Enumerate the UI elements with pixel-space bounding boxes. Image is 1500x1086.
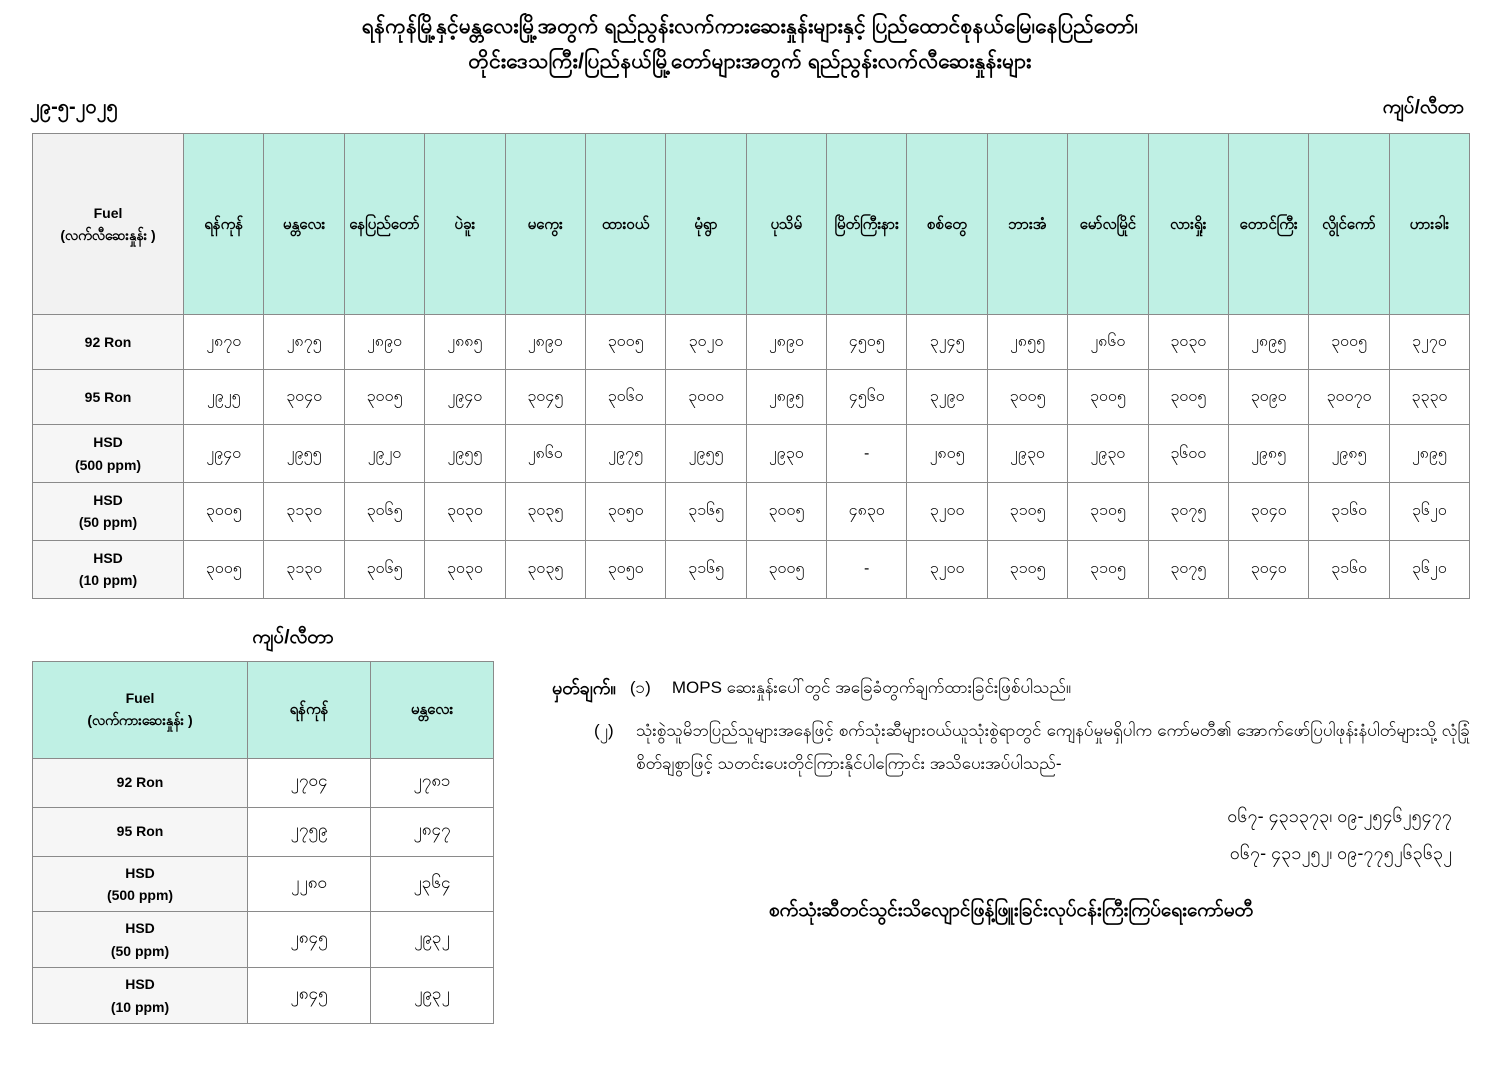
price-cell: ၃၂၀၀	[907, 483, 987, 541]
price-cell: ၄၈၃၀	[827, 483, 907, 541]
wholesale-price-table	[32, 661, 494, 1024]
table-row	[33, 856, 494, 912]
price-cell: ၃၂၇၀	[1389, 315, 1469, 370]
row-header	[33, 807, 248, 856]
price-cell: ၃၁၆၅	[666, 540, 746, 598]
phone-line: ၀၆၇- ၄၃၁၂၅၂၊ ၀၉-၇၇၅၂၆၃၆၃၂	[1229, 842, 1452, 863]
price-cell: ၂၇၅၉	[248, 807, 371, 856]
price-cell: ၃၁၀၅	[1068, 483, 1148, 541]
price-cell: ၃၀၄၀	[1228, 540, 1308, 598]
price-cell: ၃၀၄၀	[1228, 483, 1308, 541]
column-header: မန္တလေး	[264, 134, 344, 315]
price-cell: ၃၀၆၅	[344, 540, 424, 598]
price-cell: ၂၈၆၀	[1068, 315, 1148, 370]
row-header-line-1: 95 Ron	[116, 823, 164, 840]
price-cell: ၃၁၀၅	[1068, 540, 1148, 598]
row-header	[33, 483, 184, 541]
price-cell: ၂၉၂၀	[344, 425, 424, 483]
price-cell: ၃၆၂၀	[1389, 483, 1469, 541]
price-cell: ၂၈၀၅	[907, 425, 987, 483]
column-header: လားရှိုး	[1148, 134, 1228, 315]
row-header-line-1: HSD	[93, 549, 123, 566]
retail-corner-line-1: Fuel	[93, 204, 123, 221]
price-cell: ၂၈၆၀	[505, 425, 585, 483]
row-header-line-2: (50 ppm)	[110, 942, 170, 959]
price-cell: ၂၈၉၅	[746, 370, 826, 425]
note-text	[636, 714, 1470, 780]
row-header-line-2: (500 ppm)	[74, 456, 142, 473]
price-cell: ၃၀၀၅	[1309, 315, 1389, 370]
retail-corner-header	[33, 134, 184, 315]
table-row	[33, 425, 1470, 483]
price-cell: ၃၀၀၅	[987, 370, 1067, 425]
price-cell: ၂၉၂၅	[184, 370, 264, 425]
price-cell: ၃၀၅၀	[585, 483, 665, 541]
wholesale-block	[32, 625, 502, 1024]
table-row	[33, 912, 494, 968]
retail-table-head	[33, 134, 1470, 315]
price-cell: ၂၉၃၂	[371, 968, 494, 1024]
price-cell: ၃၀၀၅	[1148, 370, 1228, 425]
table-row	[33, 370, 1470, 425]
row-header	[33, 540, 184, 598]
column-header: စစ်တွေ	[907, 134, 987, 315]
price-cell: ၃၁၃၀	[264, 540, 344, 598]
row-header-line-1: HSD	[125, 976, 155, 993]
price-cell: ၃၀၉၀	[1228, 370, 1308, 425]
price-cell: ၃၃၃၀	[1389, 370, 1469, 425]
table-row	[33, 807, 494, 856]
title-block	[0, 0, 1500, 79]
table-row	[33, 315, 1470, 370]
price-cell: ၃၀၃၅	[505, 540, 585, 598]
table-row	[33, 483, 1470, 541]
price-cell: ၃၆၂၀	[1389, 540, 1469, 598]
row-header	[33, 370, 184, 425]
price-cell: ၃၁၆၀	[1309, 483, 1389, 541]
price-cell: ၃၀၀၅	[184, 540, 264, 598]
price-cell: ၂၉၅၅	[666, 425, 746, 483]
price-cell: ၃၀၆၀	[585, 370, 665, 425]
effective-date: ၂၉-၅-၂၀၂၅	[30, 96, 118, 119]
price-cell: ၃၆၀၀	[1148, 425, 1228, 483]
price-cell: ၃၀၇၅	[1148, 540, 1228, 598]
column-header: မန္တလေး	[371, 661, 494, 758]
price-cell: ၂၈၇၅	[264, 315, 344, 370]
row-header-line-2: (500 ppm)	[106, 887, 174, 904]
column-header: ရန်ကုန်	[248, 661, 371, 758]
page-title-line-2: တိုင်းဒေသကြီး/ပြည်နယ်မြို့တော်များအတွက် ရည်ညွန်းလက်လီဆေးနှုန်းများ	[468, 49, 1032, 73]
wholesale-header-row	[33, 661, 494, 758]
unit-label-wholesale: ကျပ်/လီတာ	[252, 626, 334, 648]
price-cell: ၃၀၄၀	[264, 370, 344, 425]
price-cell: ၂၉၄၀	[184, 425, 264, 483]
price-cell: ၂၉၃၀	[1068, 425, 1148, 483]
row-header-line-2: (10 ppm)	[78, 572, 138, 589]
price-cell: ၃၀၄၅	[505, 370, 585, 425]
price-cell: ၂၈၄၅	[248, 968, 371, 1024]
price-cell: ၄၅၀၅	[827, 315, 907, 370]
meta-row	[0, 93, 1500, 123]
price-cell: ၃၁၆၀	[1309, 540, 1389, 598]
row-header	[33, 968, 248, 1024]
price-cell: ၃၀၃၀	[1148, 315, 1228, 370]
page-title-line-1: ရန်ကုန်မြို့နှင့်မန္တလေးမြို့အတွက် ရည်ညွန်းလက်ကားဆေးနှုန်းများနှင့် ပြည်ထောင်စုနယ်မြေ၊နေပြည်တော်၊	[361, 15, 1139, 38]
notes-label: မှတ်ချက်။	[552, 677, 616, 698]
row-header	[33, 856, 248, 912]
retail-header-row	[33, 134, 1470, 315]
row-header-line-1: HSD	[125, 920, 155, 937]
price-cell: ၃၀၂၀	[666, 315, 746, 370]
price-cell: ၃၀၅၀	[585, 540, 665, 598]
price-cell: ၃၁၀၅	[987, 483, 1067, 541]
price-cell: ၂၈၄၇	[371, 807, 494, 856]
wholesale-table-head	[33, 661, 494, 758]
price-cell: ၂၈၇၀	[184, 315, 264, 370]
price-cell: ၂၃၆၄	[371, 856, 494, 912]
price-cell: ၂၉၃၀	[987, 425, 1067, 483]
price-cell: ၃၀၃၅	[505, 483, 585, 541]
row-header	[33, 758, 248, 807]
price-cell: ၂၈၉၅	[1228, 315, 1308, 370]
retail-corner-line-2: (လက်လီဆေးနှုန်း )	[60, 227, 156, 244]
note-paragraph: MOPS ဆေးနှုန်းပေါ်တွင် အခြေခံတွက်ချက်ထားခြင်းဖြစ်ပါသည်။	[671, 677, 1072, 697]
column-header: မြိတ်ကြီးနား	[827, 134, 907, 315]
column-header: မကွေး	[505, 134, 585, 315]
price-cell: ၃၀၀၇၀	[1309, 370, 1389, 425]
column-header: လွိုင်ကော်	[1309, 134, 1389, 315]
column-header: နေပြည်တော်	[344, 134, 424, 315]
wholesale-corner-line-2: (လက်ကားဆေးနှုန်း )	[87, 711, 193, 728]
note-text	[672, 671, 1470, 704]
column-header: ရန်ကုန်	[184, 134, 264, 315]
price-cell: ၃၀၀၅	[344, 370, 424, 425]
price-cell: ၃၁၃၀	[264, 483, 344, 541]
column-header: ဘားအံ	[987, 134, 1067, 315]
price-cell: ၂၉၃၂	[371, 912, 494, 968]
price-cell: ၃၀၀၅	[746, 540, 826, 598]
row-header	[33, 912, 248, 968]
price-cell: ၃၀၆၅	[344, 483, 424, 541]
price-cell: ၂၉၈၅	[1228, 425, 1308, 483]
price-cell: ၃၀၃၀	[425, 483, 505, 541]
column-header: မုံရွာ	[666, 134, 746, 315]
wholesale-table-body	[33, 758, 494, 1023]
price-cell: ၂၉၅၅	[264, 425, 344, 483]
price-cell: ၃၀၀၀	[666, 370, 746, 425]
price-cell: -	[827, 540, 907, 598]
column-header: ပဲခူး	[425, 134, 505, 315]
retail-table-body	[33, 315, 1470, 598]
price-cell: ၂၂၈၀	[248, 856, 371, 912]
price-cell: ၄၅၆၀	[827, 370, 907, 425]
price-cell: -	[827, 425, 907, 483]
row-header-line-1: 92 Ron	[116, 774, 164, 791]
price-cell: ၂၈၄၅	[248, 912, 371, 968]
phone-line: ၀၆၇- ၄၃၁၃၇၃၊ ၀၉-၂၅၄၆၂၅၄၇၇	[1227, 806, 1452, 826]
lower-section	[0, 625, 1500, 1024]
price-cell: ၂၇၀၄	[248, 758, 371, 807]
price-cell: ၂၇၈၁	[371, 758, 494, 807]
table-row	[33, 968, 494, 1024]
wholesale-corner-line-1: Fuel	[125, 689, 155, 706]
price-cell: ၃၂၉၀	[907, 370, 987, 425]
price-cell: ၂၉၃၀	[746, 425, 826, 483]
notes-block	[502, 625, 1470, 926]
note-item	[552, 671, 1470, 706]
price-cell: ၃၂၀၀	[907, 540, 987, 598]
price-cell: ၂၉၅၅	[425, 425, 505, 483]
price-cell: ၃၁၀၅	[987, 540, 1067, 598]
row-header-line-2: (50 ppm)	[78, 514, 138, 531]
price-cell: ၂၈၉၀	[344, 315, 424, 370]
row-header	[33, 425, 184, 483]
price-cell: ၂၉၈၅	[1309, 425, 1389, 483]
row-header-line-1: 95 Ron	[84, 389, 132, 406]
price-cell: ၂၉၇၅	[585, 425, 665, 483]
price-cell: ၃၀၀၅	[1068, 370, 1148, 425]
price-cell: ၃၀၀၅	[184, 483, 264, 541]
column-header: ထားဝယ်	[585, 134, 665, 315]
row-header-line-1: 92 Ron	[84, 334, 132, 351]
row-header-line-1: HSD	[125, 864, 155, 881]
table-row	[33, 758, 494, 807]
note-item	[552, 714, 1470, 780]
contact-phones	[552, 798, 1470, 872]
row-header-line-1: HSD	[93, 492, 123, 509]
price-cell: ၂၈၈၅	[425, 315, 505, 370]
column-header: ပုသိမ်	[746, 134, 826, 315]
note-number: (၁)	[629, 677, 651, 697]
price-cell: ၃၀၀၅	[585, 315, 665, 370]
price-cell: ၃၀၇၅	[1148, 483, 1228, 541]
price-cell: ၂၈၅၅	[987, 315, 1067, 370]
row-header-line-1: HSD	[93, 434, 123, 451]
note-paragraph: သုံးစွဲသူမိဘပြည်သူများအနေဖြင့် စက်သုံးဆီများဝယ်ယူသုံးစွဲရာတွင် ကျေနပ်မှုမရှိပါက ကော်မတီ၏ အောက်ဖော်ပြပါဖုန်းနံပါတ်များသို့ လုံခြုံစိတ်ချစွာဖြင့် သတင်းပေးတိုင်ကြားနိုင်ပါကြောင်း အသိပေးအပ်ပါသည်-	[636, 720, 1470, 773]
row-header-line-2: (10 ppm)	[110, 998, 170, 1015]
column-header: မော်လမြိုင်	[1068, 134, 1148, 315]
price-cell: ၂၈၉၅	[1389, 425, 1469, 483]
column-header: တောင်ကြီး	[1228, 134, 1308, 315]
wholesale-corner-header	[33, 661, 248, 758]
unit-label-main: ကျပ်/လီတာ	[1382, 97, 1464, 119]
retail-price-table-wrap	[32, 133, 1470, 598]
price-cell: ၃၁၆၅	[666, 483, 746, 541]
price-cell: ၂၉၄၀	[425, 370, 505, 425]
row-header	[33, 315, 184, 370]
retail-price-table	[32, 133, 1470, 598]
note-number: (၂)	[594, 720, 614, 740]
price-cell: ၃၂၄၅	[907, 315, 987, 370]
column-header: ဟားခါး	[1389, 134, 1469, 315]
price-cell: ၃၀၃၀	[425, 540, 505, 598]
table-row	[33, 540, 1470, 598]
issuing-committee: စက်သုံးဆီတင်သွင်းသိလျောင်ဖြန့်ဖြူးခြင်းလုပ်ငန်းကြီးကြပ်ရေးကော်မတီ	[768, 899, 1254, 921]
price-cell: ၂၈၉၀	[746, 315, 826, 370]
price-cell: ၃၀၀၅	[746, 483, 826, 541]
price-cell: ၂၈၉၀	[505, 315, 585, 370]
